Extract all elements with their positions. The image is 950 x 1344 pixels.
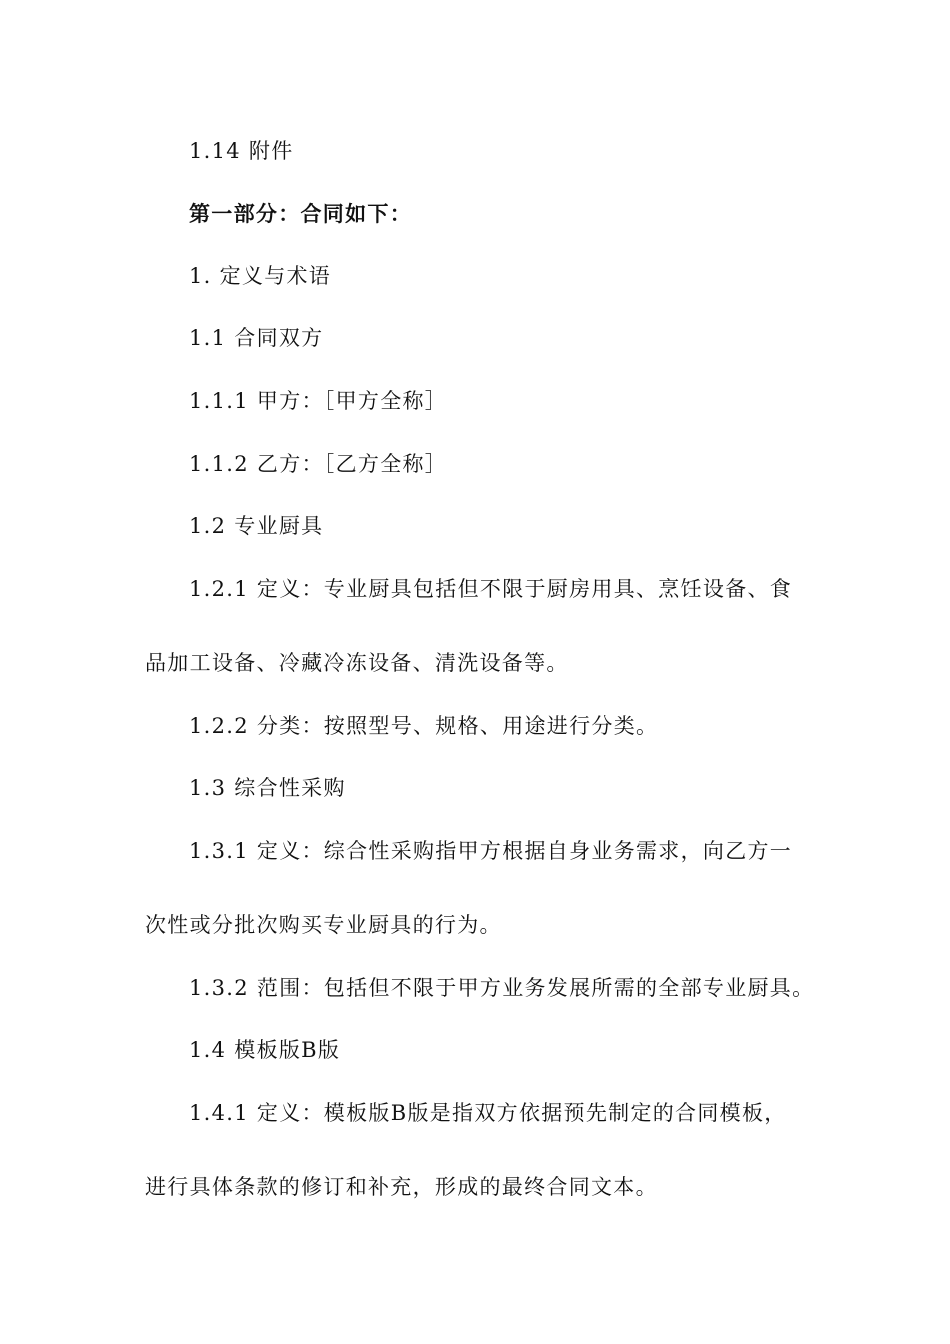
section-1-1-1-party-a: 1.1.1 甲方：［甲方全称］ [189,389,448,413]
section-1-2-kitchenware: 1.2 专业厨具 [189,514,324,538]
section-1-1-parties: 1.1 合同双方 [189,326,324,350]
section-1-2-2-classification: 1.2.2 分类：按照型号、规格、用途进行分类。 [189,714,659,738]
section-1-definitions: 1. 定义与术语 [189,264,332,288]
part-one-heading: 第一部分：合同如下： [189,202,412,226]
section-1-14-attachments: 1.14 附件 [189,139,294,163]
section-1-3-1-definition-line-1: 1.3.1 定义：综合性采购指甲方根据自身业务需求，向乙方一 [189,839,793,863]
section-1-4-1-definition-line-1: 1.4.1 定义：模板版B版是指双方依据预先制定的合同模板， [189,1101,787,1125]
section-1-4-template-b: 1.4 模板版B版 [189,1038,341,1062]
section-1-4-1-definition-line-2: 进行具体条款的修订和补充，形成的最终合同文本。 [145,1175,658,1199]
section-1-2-1-definition-line-1: 1.2.1 定义：专业厨具包括但不限于厨房用具、烹饪设备、食 [189,577,793,601]
section-1-3-1-definition-line-2: 次性或分批次购买专业厨具的行为。 [145,913,502,937]
section-1-2-1-definition-line-2: 品加工设备、冷藏冷冻设备、清洗设备等。 [145,651,569,675]
section-1-3-procurement: 1.3 综合性采购 [189,776,346,800]
section-1-1-2-party-b: 1.1.2 乙方：［乙方全称］ [189,452,448,476]
section-1-3-2-scope: 1.3.2 范围：包括但不限于甲方业务发展所需的全部专业厨具。 [189,976,815,1000]
